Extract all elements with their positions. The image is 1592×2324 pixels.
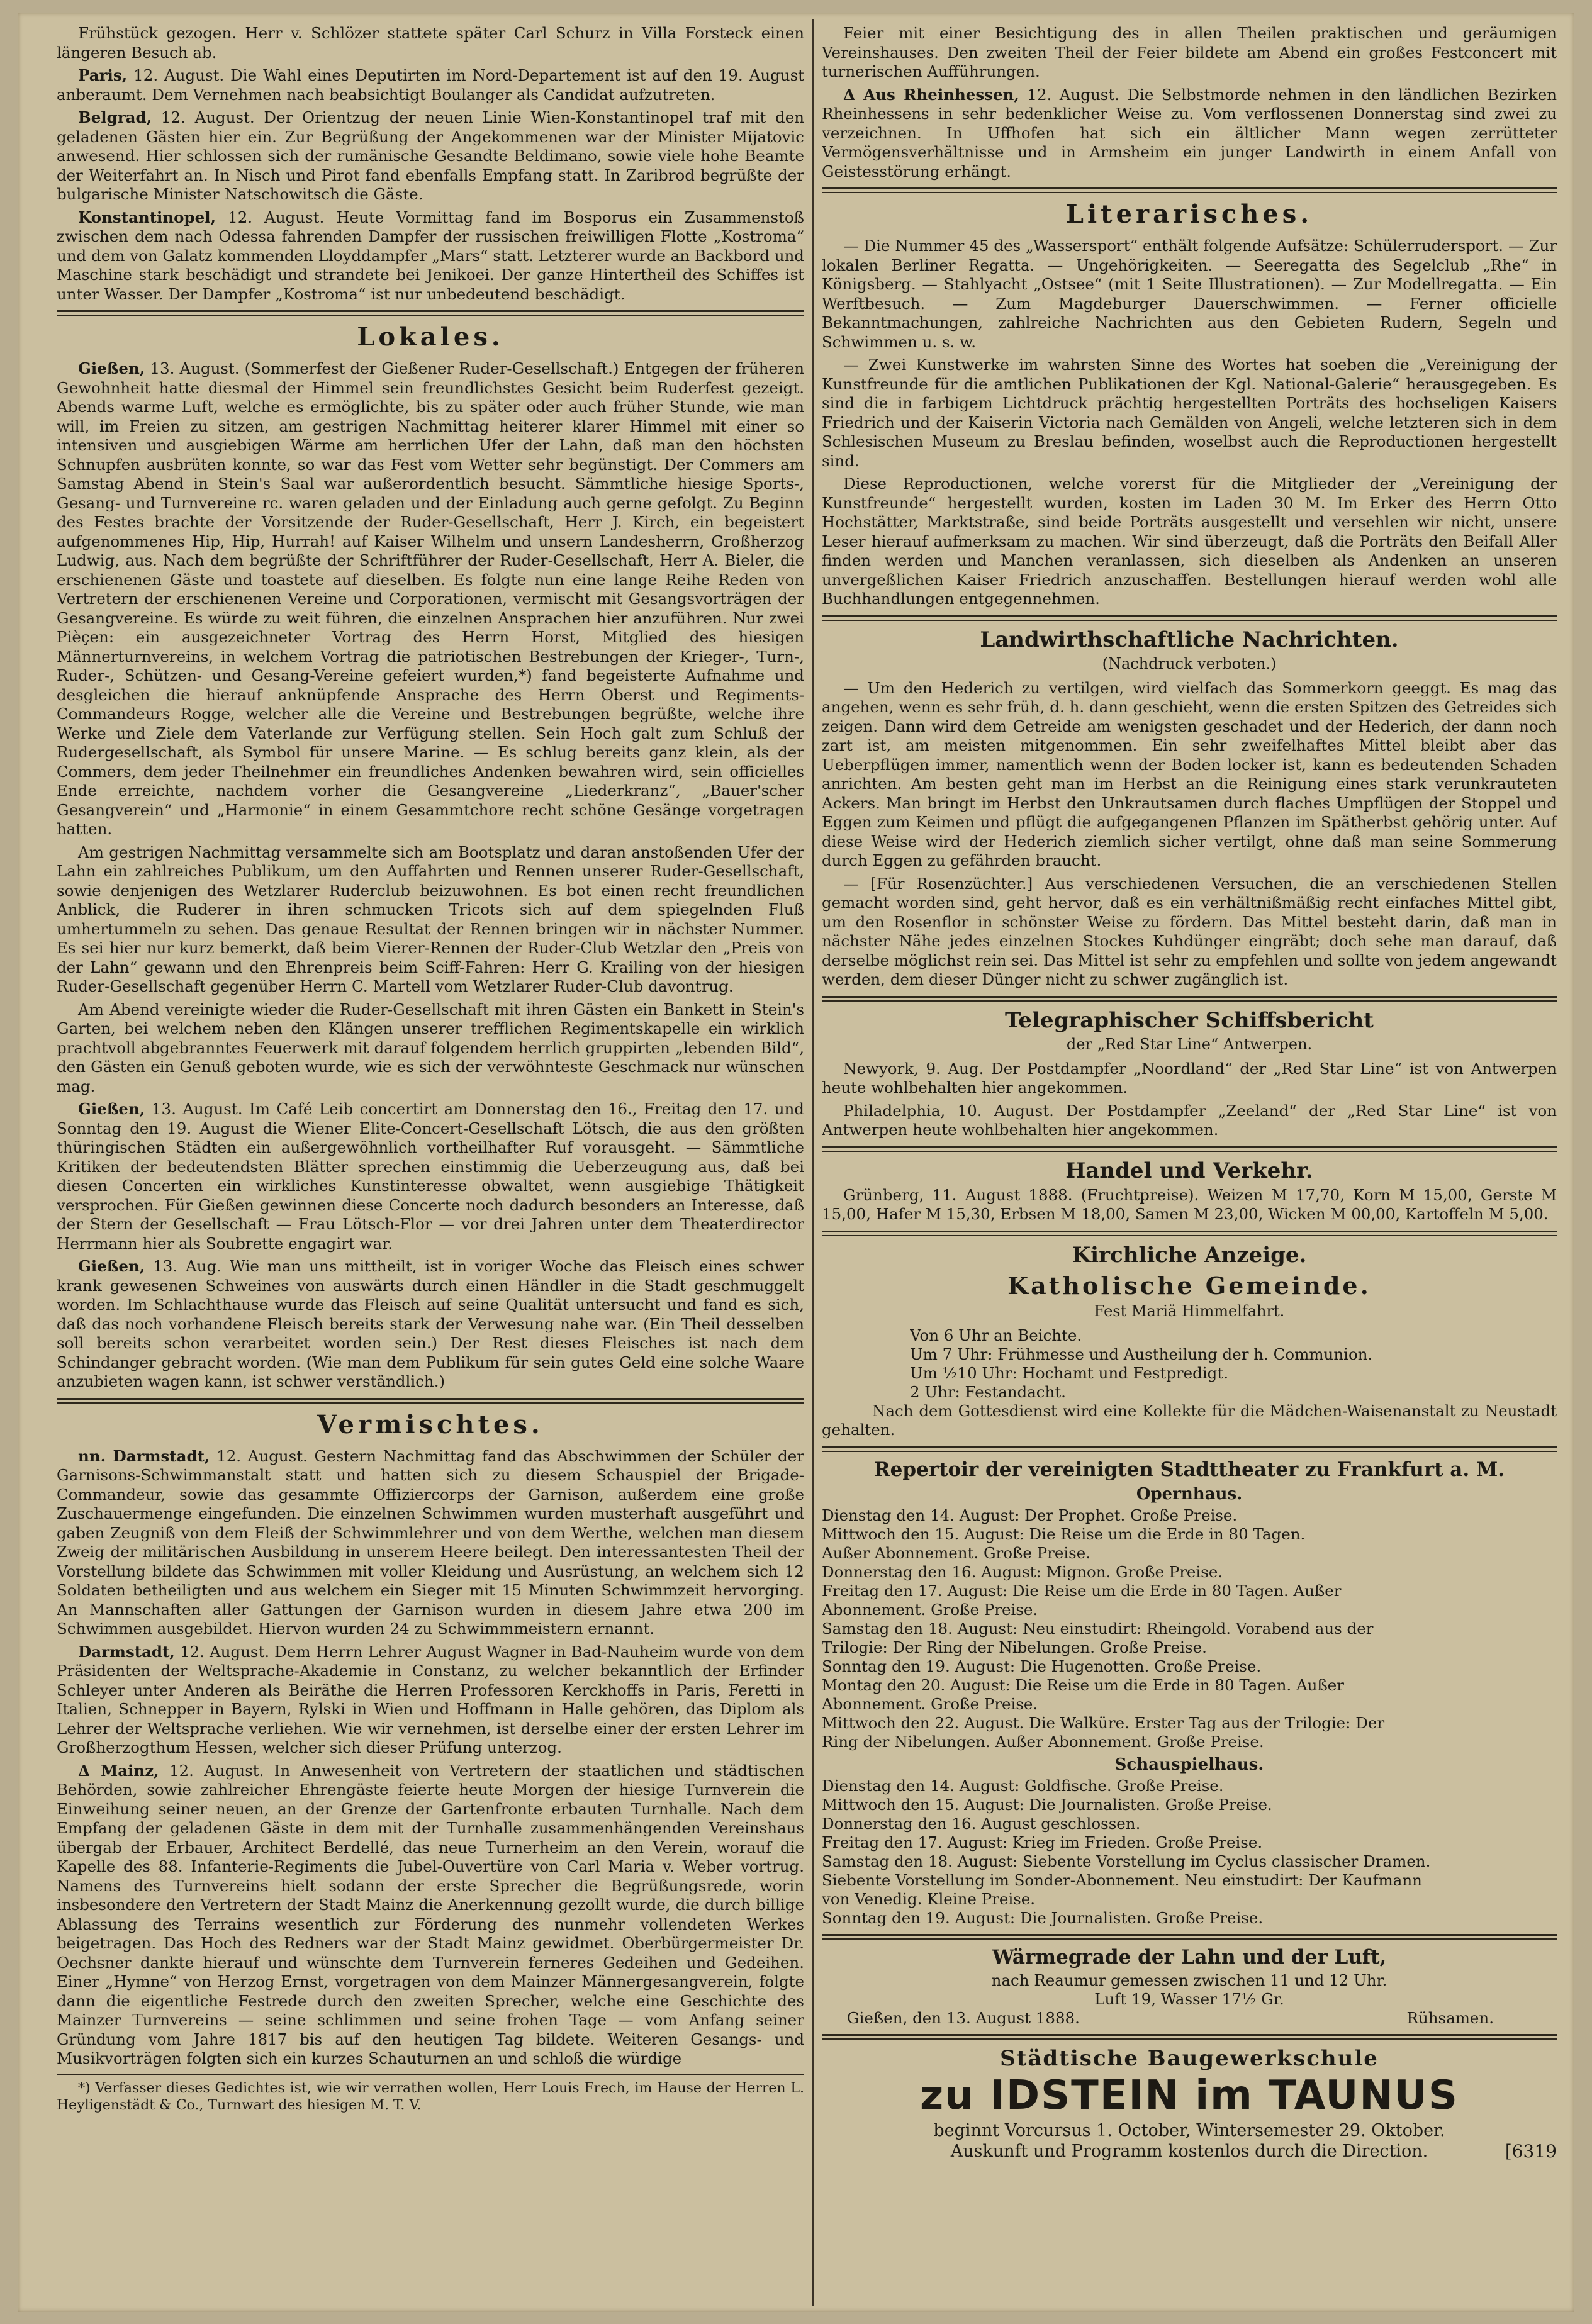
schedule-line: Freitag den 17. August: Die Reise um die Erde in 80 Tagen. Außer [822,1581,1342,1600]
waerme-footer [822,2009,1557,2028]
article-text: 12. August. In Anwesenheit von Vertretern der staatlichen und städtischen Behörden, sowie zahlreicher Ehrengäste feierte heute Morgen der hiesige Turnverein die Einweihung seiner neuen, an der Grenze der Gartenfronte erbauten Turnhalle. Nach dem Empfang der geladenen Gäste in dem mit der Turnhalle zusammenhängenden Vereinshaus übergab der Erbauer, Architect Berdellé, das neue Turnerheim an den Verein, worauf die Kapelle des 88. Infanterie-Regiments die Jubel-Ouvertüre von Carl Maria v. Weber vortrug. Namens des Turnvereins hielt sodann der erste Sprecher die Begrüßungsrede, worin insbesondere den Vertretern der Stadt Mainz die Anerkennung gezollt wurde, die durch billige Ablassung des Terrains wesentlich zur Förderung des nunmehr vollendeten Werkes beigetragen. Das Hoch des Redners war der Stadt Mainz gewidmet. Oberbürgermeister Dr. Oechsner dankte hierauf und wünschte dem Turnverein ferneres Gedeihen und Gedeihen. Einer „Hymne“ von Herzog Ernst, vorgetragen von dem Mainzer Männergesangverein, folgte dann die eigentliche Festrede durch den zweiten Sprecher, welche eine Geschichte des Mainzer Turnvereins — seine schlimmen und seine frohen Tage — vom Anfang seiner Gründung vom Jahre 1817 bis auf den heutigen Tag bildete. Weiteren Gesangs- und Musikvorträgen folgten sich ein kurzes Schauturnen an und schloß die würdige [57,1761,804,2067]
article-paragraph [822,1059,1557,1098]
schedule-line: Mittwoch den 15. August: Die Journalisten. Große Preise. [822,1795,1272,1814]
section-rule [822,1934,1557,1940]
schedule-line: Samstag den 18. August: Siebente Vorstellung im Cyclus classischer Dramen. [822,1852,1431,1870]
landwirthschaft-block [822,679,1557,990]
section-rule [822,2034,1557,2040]
section-title-lokales: Lokales. [357,322,504,352]
article-text: Feier mit einer Besichtigung des in allen Theilen praktischen und geräumigen Vereinshauses. Den zweiten Theil der Feier bildete am Abend ein großes Festconcert mit turnerischen Aufführungen. [822,24,1557,81]
newspaper-page [18,13,1574,2312]
article-text: 12. August. Die Selbstmorde nehmen in den ländlichen Bezirken Rheinhessens in sehr bedenklicher Weise zu. Vom verflossenen Donnerstag sind zwei zu verzeichnen. In Uffhofen hat sich ein ältlicher Mann wegen zerrütteter Vermögensverhältnisse und in Armsheim ein junger Landwirth in einem Anfall von Geistesstörung erhängt. [822,85,1557,181]
schiffsbericht-block [822,1059,1557,1140]
article-paragraph [57,1000,804,1097]
section-title-landwirthschaft: Landwirthschaftliche Nachrichten. [980,627,1399,652]
news-block [822,24,1557,181]
schedule-line: Luft 19, Wasser 17½ Gr. [1094,1989,1284,2008]
footnote-rule [57,2074,804,2075]
article-text: 12. August. Dem Herrn Lehrer August Wagner in Bad-Nauheim wurde von dem Präsidenten der Weltsprache-Akademie in Constanz, zu welcher bekanntlich der Erfinder Schleyer unter Anderen als Beiräthe die Herren Professoren Kerckhoffs in Paris, Feretti in Italien, Schnepper in Bayern, Rylski in Wien und Hoffmann in Halle gehören, das Diplom als Lehrer der Weltsprache verliehen. Wie wir vernehmen, ist derselbe einer der ersten Lehrer im Großherzogthum Hessen, welcher sich dieser Prüfung unterzog. [57,1642,804,1757]
article-paragraph [57,1257,804,1392]
article-paragraph [822,474,1557,609]
schedule-line: beginnt Vorcursus 1. October, Wintersemester 29. Oktober. [933,2120,1445,2140]
schedule-line: Siebente Vorstellung im Sonder-Abonnement. Neu einstudirt: Der Kaufmann [822,1870,1422,1889]
schedule-line: Mittwoch den 15. August: Die Reise um die Erde in 80 Tagen. [822,1524,1306,1543]
footnote: *) Verfasser dieses Gedichtes ist, wie wir verrathen wollen, Herr Louis Frech, im Hause der Herren L. Heyligenstädt & Co., Turnwart des hiesigen M. T. V. [57,2080,804,2113]
vermischtes-block [57,1447,804,2069]
dateline: Δ Mainz, [78,1761,159,1780]
article-paragraph [822,355,1557,471]
section-rule [822,1231,1557,1236]
kirche-fest: Fest Mariä Himmelfahrt. [1094,1302,1285,1320]
opernhaus-schedule [822,1506,1557,1751]
section-title-kirche: Kirchliche Anzeige. [1072,1242,1307,1268]
article-text: 13. Aug. Wie man uns mittheilt, ist in voriger Woche das Fleisch eines schwer krank gewesenen Schweines von auswärts durch einen Händler in die Stadt geschmuggelt worden. Im Schlachthause wurde das Fleisch auf seine Qualität untersucht und fand es sich, daß das noch vorhandene Fleisch bereits stark der Verwesung nahe war. (Ein Theil desselben soll bereits schon verarbeitet worden sein.) Der Rest dieses Fleisches ist nach dem Schindanger gebracht worden. (Wie man dem Publikum für sein gutes Geld eine solche Waare anzubieten wagen kann, ist schwer verständlich.) [57,1257,804,1390]
opernhaus-title: Opernhaus. [1136,1484,1243,1504]
article-paragraph [57,359,804,839]
article-paragraph [57,1643,804,1758]
schedule-line: 2 Uhr: Festandacht. [910,1382,1066,1401]
section-title-vermischtes: Vermischtes. [317,1409,544,1439]
schedule-line: Freitag den 17. August: Krieg im Frieden. Große Preise. [822,1833,1263,1852]
schedule-line: Ring der Nibelungen. Außer Abonnement. Große Preise. [822,1732,1264,1751]
section-rule [57,310,804,316]
schedule-line: Um 7 Uhr: Frühmesse und Austheilung der h. Communion. [910,1344,1373,1363]
schedule-line: Abonnement. Große Preise. [822,1694,1038,1713]
article-text: Am gestrigen Nachmittag versammelte sich am Bootsplatz und daran anstoßenden Ufer der Lahn ein zahlreiches Publikum, um den Auffahrten und Rennen unserer Ruder-Gesellschaft, sowie denjenigen des Wetzlarer Ruderclub beizuwohnen. Es bot einen recht freundlichen Anblick, die Ruderer in ihren schmucken Tricots sich auf dem spiegelnden Fluß umhertummeln zu sehen. Das genaue Resultat der Rennen bringen wir in nächster Nummer. Es sei hier nur kurz bemerkt, daß beim Vierer-Rennen der Ruder-Club Wetzlar den „Preis von der Lahn“ gewann und den Ehrenpreis beim Sciff-Fahren: Herr G. Krailing von der hiesigen Ruder-Gesellschaft gegenüber Herrn C. Martell vom Wetzlarer Ruder-Club davontrug. [57,842,804,995]
article-paragraph [57,66,804,104]
dateline: Gießen, [78,1257,145,1275]
schedule-line: nach Reaumur gemessen zwischen 11 und 12 Uhr. [991,1970,1387,1989]
section-rule [822,1446,1557,1452]
dateline: nn. Darmstadt, [78,1446,210,1465]
article-text: — Zwei Kunstwerke im wahrsten Sinne des Wortes hat soeben die „Vereinigung der Kunstfreunde für die amtlichen Publikationen der Kgl. National-Galerie“ herausgegeben. Es sind die in farbigem Lichtdruck prächtig hergestellten Porträts des hochseligen Kaisers Friedrich und der Kaiserin Victoria nach Gemälden von Angeli, welche letzteren sich in dem Schlesischen Museum zu Breslau befinden, woselbst auch die Reproductionen hergestellt sind. [822,355,1557,470]
waerme-lines [822,1971,1557,2009]
article-text: Frühstück gezogen. Herr v. Schlözer stattete später Carl Schurz in Villa Forsteck einen längeren Besuch ab. [57,24,804,62]
article-text: Diese Reproductionen, welche vorerst für die Mitglieder der „Vereinigung der Kunstfreunde“ hergestellt wurden, kosten im Laden 30 M. Im Erker des Herrn Otto Hochstätter, Marktstraße, sind beide Porträts ausgestellt und versehlen wir nicht, unsere Leser hierauf aufmerksam zu machen. Wir sind überzeugt, daß die Porträts den Beifall Aller finden werden und Manchen veranlassen, sich dieselben als Andenken an unseren unvergeßlichen Kaiser Friedrich anzuschaffen. Bestellungen hierauf werden wohl alle Buchhandlungen entgegennehmen. [822,474,1557,608]
schedule-line: Dienstag den 14. August: Der Prophet. Große Preise. [822,1506,1238,1524]
article-paragraph [822,24,1557,82]
section-subtitle: (Nachdruck verboten.) [1102,654,1277,673]
schedule-line: Samstag den 18. August: Neu einstudirt: Rheingold. Vorabend aus der [822,1619,1374,1638]
schedule-line: Mittwoch den 22. August. Die Walküre. Erster Tag aus der Trilogie: Der [822,1713,1385,1732]
kirche-gemeinde: Katholische Gemeinde. [1007,1271,1371,1300]
article-paragraph [57,843,804,997]
section-subtitle: der „Red Star Line“ Antwerpen. [1066,1035,1313,1053]
article-text: Newyork, 9. Aug. Der Postdampfer „Noordland“ der „Red Star Line“ ist von Antwerpen heute wohlbehalten hier angekommen. [822,1059,1557,1097]
article-paragraph [57,208,804,304]
article-text: 12. August. Der Orientzug der neuen Linie Wien-Konstantinopel traf mit den geladenen Gästen hier ein. Zur Begrüßung der Angekommenen war der Minister Mijatovic anwesend. Hier schlossen sich der rumänische Gesandte Beldimano, sowie viele hohe Beamte der Weiterfahrt an. In Nisch und Pirot fand ebenfalls Empfang statt. In Zaribrod begrüßte der bulgarische Minister Natschowitsch die Gäste. [57,108,804,203]
schauspielhaus-schedule [822,1777,1557,1928]
section-title-handel: Handel und Verkehr. [1065,1158,1313,1183]
kirche-note: Nach dem Gottesdienst wird eine Kollekte für die Mädchen-Waisenanstalt zu Neustadt gehalten. [822,1401,1557,1439]
article-paragraph [822,1102,1557,1140]
dateline: Gießen, [78,359,145,377]
section-rule [822,1146,1557,1152]
schedule-line: Dienstag den 14. August: Goldfische. Große Preise. [822,1776,1224,1795]
section-title-schiffsbericht: Telegraphischer Schiffsbericht [1005,1007,1374,1033]
schedule-line: Donnerstag den 16. August geschlossen. [822,1814,1141,1833]
section-rule [822,187,1557,193]
news-block [57,24,804,304]
right-column [822,24,1557,2301]
schedule-line: Abonnement. Große Preise. [822,1600,1038,1619]
waerme-date: Gießen, den 13. August 1888. [847,2008,1080,2027]
schedule-line: Sonntag den 19. August: Die Journalisten. Große Preise. [822,1908,1264,1927]
dateline: Konstantinopel, [78,208,216,226]
section-title-literarisches: Literarisches. [1065,199,1313,229]
article-paragraph [57,1447,804,1639]
article-text: 12. August. Die Wahl eines Deputirten im Nord-Departement ist auf den 19. August anberaumt. Dem Vernehmen nach beabsichtigt Boulanger als Candidat aufzutreten. [57,66,804,104]
article-text: — Die Nummer 45 des „Wassersport“ enthält folgende Aufsätze: Schülerrudersport. — Zur lokalen Berliner Regatta. — Ungehörigkeiten. — Seeregatta des Segelclub „Rhe“ in Königsberg. — Stahlyacht „Ostsee“ (mit 1 Seite Illustrationen). — Zur Modellregatta. — Ein Werftbesuch. — Zum Magdeburger Dauerschwimmen. — Ferner officielle Bekanntmachungen, zahlreiche Nachrichten aus den Gebieten Rudern, Segeln und Schwimmen u. s. w. [822,237,1557,351]
article-text: — [Für Rosenzüchter.] Aus verschiedenen Versuchen, die an verschiedenen Stellen gemacht worden sind, geht hervor, daß es ein verhältnißmäßig recht einfaches Mittel gibt, um den Rosenflor in schönster Weise zu fördern. Das Mittel besteht darin, daß man in nächster Nähe jedes einzelnen Stockes Kuhdünger eingräbt; doch sehe man darauf, daß derselbe möglichst rein sei. Das Mittel ist sehr zu empfehlen und sollte von jedem angewandt werden, dem dieser Dünger nicht zu schwer zugänglich ist. [822,874,1557,988]
schedule-line: Trilogie: Der Ring der Nibelungen. Große Preise. [822,1638,1207,1656]
waerme-title: Wärmegrade der Lahn und der Luft, [992,1945,1387,1969]
schedule-line: Donnerstag den 16. August: Mignon. Große Preise. [822,1562,1223,1581]
school-advertisement [822,2046,1557,2162]
article-text: — Um den Hederich zu vertilgen, wird vielfach das Sommerkorn geeggt. Es mag das angehen, wenn es sehr früh, d. h. dann geschieht, wenn die ersten Spitzen des Getreides sich zeigen. Dann wird dem Getreide am wenigsten geschadet und der Hederich, der dann noch zart ist, am meisten mitgenommen. Ein sehr zweifelhaftes Mittel bleibt aber das Ueberpflügen immer, namentlich wenn der Boden locker ist, kann es bedeutenden Schaden anrichten. Am besten geht man im Herbst an die Reinigung eines stark verunkrauteten Ackers. Man bringt im Herbst den Unkrautsamen durch flaches Umpflügen der Stoppel und Eggen zum Keimen und pflügt die aufgegangenen Pflanzen im Spätherbst gehörig unter. Auf diese Weise wird der Hederich ziemlich sicher vertilgt, ohne daß man seine Sommerung durch Eggen zu gefährden braucht. [822,678,1557,869]
article-paragraph [57,108,804,204]
article-paragraph [57,24,804,62]
ad-title: Städtische Baugewerkschule [1000,2045,1379,2071]
schedule-line: Von 6 Uhr an Beichte. [910,1326,1082,1344]
article-text: Am Abend vereinigte wieder die Ruder-Gesellschaft mit ihren Gästen ein Bankett in Stein's Garten, bei welchem neben den Klängen unserer trefflichen Regimentskapelle ein wirklich prachtvoll abgebranntes Feuerwerk mit darauf folgendem herrlich gruppirten „lebenden Bild“, den Gästen ein Genuß geboten wurde, wie es sich der verwöhnteste Geschmack nur wünschen mag. [57,1000,804,1095]
schedule-line: Montag den 20. August: Die Reise um die Erde in 80 Tagen. Außer [822,1675,1345,1694]
ad-lines [822,2120,1557,2162]
article-paragraph [822,86,1557,182]
article-text: 12. August. Gestern Nachmittag fand das Abschwimmen der Schüler der Garnisons-Schwimmanstalt statt und hatten sich zu diesem Schauspiel der Brigade-Commandeur, sowie das gesammte Offiziercorps der Garnison, außerdem eine große Zuschauermenge eingefunden. Die einzelnen Schwimmen wurden musterhaft ausgeführt und gaben Zeugniß von dem Fleiß der Schwimmlehrer und von dem Werthe, welchen man diesem Zweig der militärischen Ausbildung in unserem Heere beilegt. Den interessantesten Theil der Vorstellung bildete das Schwimmen mit voller Kleidung und Ausrüstung, an welchem sich 12 Soldaten betheiligten und aus welchem ein Sieger mit 15 Minuten Schwimmzeit hervorging. An Mannschaften aller Gattungen der Garnison wurden in diesem Jahre etwa 200 im Schwimmen ausgebildet. Hiervon wurden 24 zu Schwimmmeistern ernannt. [57,1446,804,1638]
literarisches-block [822,237,1557,609]
dateline: Δ Aus Rheinhessen, [843,85,1019,104]
dateline: Gießen, [78,1100,145,1118]
ad-number: [6319 [1505,2140,1557,2162]
article-text: Philadelphia, 10. August. Der Postdampfer „Zeeland“ der „Red Star Line“ ist von Antwerpen heute wohlbehalten hier angekommen. [822,1101,1557,1139]
column-divider [812,19,814,2306]
dateline: Belgrad, [78,108,152,126]
kirche-schedule [822,1326,1557,1402]
article-paragraph [822,237,1557,352]
lokales-block [57,359,804,1392]
article-text: 13. August. (Sommerfest der Gießener Ruder-Gesellschaft.) Entgegen der früheren Gewohnheit hatte diesmal der Himmel sein freundlichstes Gesicht beim Ruderfest gezeigt. Abends warme Luft, welche es ermöglichte, bis zu später oder auch früher Stunde, wie man will, im Freien zu sitzen, am gestrigen Nachmittag heiterer klarer Himmel mit einer so intensiven und ausgiebigen Wärme am herrlichen Ufer der Lahn, daß man den höchsten Schnupfen ausbrüten konnte, so war das Fest vom Wetter sehr begünstigt. Der Commers am Samstag Abend in Stein's Saal war außerordentlich besucht. Sämmtliche hiesige Sports-, Gesang- und Turnvereine rc. waren geladen und der Einladung auch gerne gefolgt. Zu Beginn des Festes brachte der Vorsitzende der Ruder-Gesellschaft, Herr J. Kirch, ein begeistert aufgenommenes Hip, Hip, Hurrah! auf Kaiser Wilhelm und unsern Landesherrn, Großherzog Ludwig, aus. Nach dem begrüßte der Schriftführer der Ruder-Gesellschaft, Herr A. Bieler, die erschienenen Gäste und toastete auf dieselben. Es folgte nun eine lange Reihe Reden von Vertretern der erschienenen Vereine und Corporationen, vermischt mit Gesangsvorträgen der Gesangvereine. Es würde zu weit führen, die einzelnen Ansprachen hier anzuführen. Nur zwei Pièçen: ein ausgezeichneter Vortrag des Herrn Horst, Mitglied des hiesigen Männerturnvereins, in welchem Vortrag die patriotischen Bestrebungen der Krieger-, Turn-, Ruder-, Schützen- und Gesang-Vereine gefeiert wurden,*) fand begeisterte Aufnahme und desgleichen die hierauf anknüpfende Ansprache des Herrn Oberst und Regiments-Commandeurs Rogge, welcher alle die Vereine und Bestrebungen begrüßte, welche ihre Werke und Ziele dem Vaterlande zur Verfügung stellen. Sein Hoch galt zum Schluß der Rudergesellschaft, als Symbol für unsere Marine. — Es schlug bereits ganz klein, als der Commers, dem jeder Theilnehmer ein freundliches Andenken bewahren wird, sein officielles Ende erreichte, nachdem vorher die Gesangvereine „Liederkranz“, „Bauer'scher Gesangverein“ und „Harmonie“ in einem Gesammtchore recht schöne Gesänge vorgetragen hatten. [57,359,804,838]
handel-text: Grünberg, 11. August 1888. (Fruchtpreise). Weizen M 17,70, Korn M 15,00, Gerste M 15,00, Hafer M 15,30, Erbsen M 18,00, Samen M 23,00, Wicken M 00,00, Kartoffeln M 5,00. [822,1185,1557,1223]
section-rule [822,615,1557,621]
article-paragraph [57,1100,804,1253]
section-rule [57,1398,804,1404]
theater-title: Repertoir der vereinigten Stadttheater zu Frankfurt a. M. [873,1458,1505,1481]
schedule-line: von Venedig. Kleine Preise. [822,1889,1036,1908]
article-paragraph [57,1762,804,2069]
schauspielhaus-title: Schauspielhaus. [1114,1755,1264,1774]
ad-headline: zu IDSTEIN im TAUNUS [920,2072,1459,2119]
left-column [57,24,804,2301]
schedule-line: Außer Abonnement. Große Preise. [822,1543,1091,1562]
article-paragraph [822,679,1557,871]
article-paragraph [822,874,1557,990]
schedule-line: Sonntag den 19. August: Die Hugenotten. Große Preise. [822,1656,1262,1675]
schedule-line: Auskunft und Programm kostenlos durch die Direction. [950,2141,1428,2161]
waerme-sign: Rühsamen. [1406,2008,1494,2027]
dateline: Paris, [78,66,128,84]
article-text: 13. August. Im Café Leib concertirt am Donnerstag den 16., Freitag den 17. und Sonntag den 19. August die Wiener Elite-Concert-Gesellschaft Lötsch, die aus den größten thüringischen Städten ein außergewöhnlich vortheilhafter Ruf vorausgeht. — Sämmtliche Kritiken der bedeutendsten Blätter sprechen einstimmig die Ueberzeugung aus, daß bei diesen Concerten ein wirkliches Kunstinteresse obwaltet, wenn ausgiebige Thätigkeit versprochen. Für Gießen gewinnen diese Concerte noch dadurch besonders an Interesse, daß der Stern der Gesellschaft — Frau Lötsch-Flor — vor drei Jahren unter dem Theaterdirector Herrmann hier als Soubrette engagirt war. [57,1100,804,1253]
schedule-line: Um ½10 Uhr: Hochamt und Festpredigt. [910,1363,1228,1382]
article-text: 12. August. Heute Vormittag fand im Bosporus ein Zusammenstoß zwischen dem nach Odessa fahrenden Dampfer der russischen freiwilligen Flotte „Kostroma“ und dem von Galatz kommenden Lloyddampfer „Mars“ statt. Letzterer wurde an Backbord und Maschine stark beschädigt und strandete bei Jenikoei. Der ganze Hintertheil des Schiffes ist unter Wasser. Der Dampfer „Kostroma“ ist nur unbedeutend beschädigt. [57,208,804,303]
dateline: Darmstadt, [78,1642,175,1661]
section-rule [822,996,1557,1002]
